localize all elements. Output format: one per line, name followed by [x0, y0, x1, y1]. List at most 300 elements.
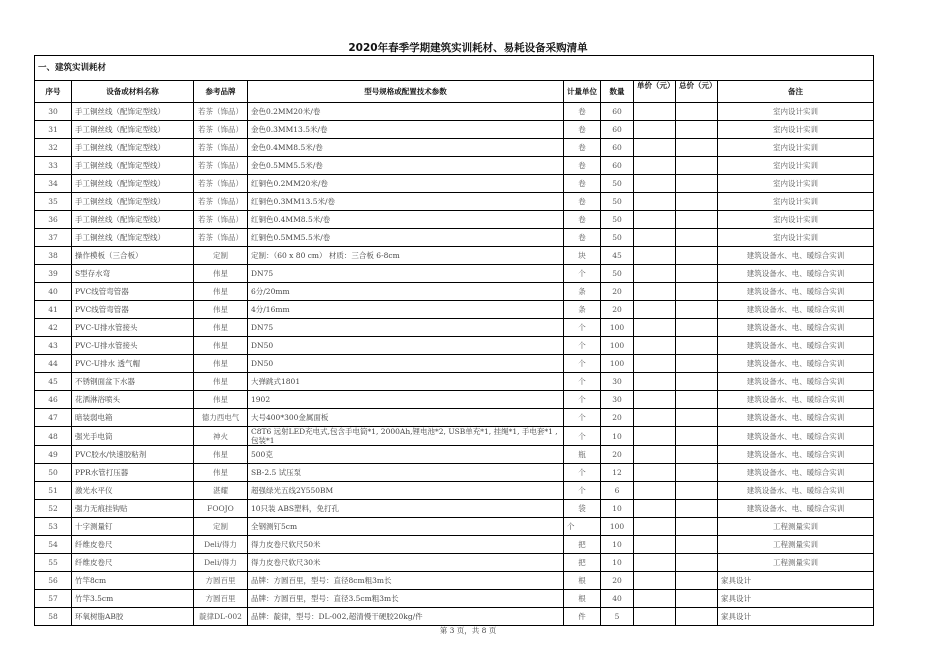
- cell-unit[interactable]: 卷: [564, 211, 601, 229]
- cell-brand[interactable]: 湛耀: [194, 482, 248, 500]
- cell-brand[interactable]: 伟星: [194, 464, 248, 482]
- table-row: [35, 193, 874, 211]
- cell-row-number[interactable]: 55: [35, 554, 72, 572]
- cell-quantity[interactable]: 20: [601, 301, 634, 319]
- table-row: [35, 373, 874, 391]
- cell-total-price[interactable]: [676, 211, 718, 229]
- cell-unit[interactable]: 条: [564, 301, 601, 319]
- table-row: [35, 157, 874, 175]
- cell-total-price[interactable]: [676, 121, 718, 139]
- cell-item-name[interactable]: 手工铜丝线（配饰定型线）: [72, 175, 194, 193]
- col-header-spec: 型号规格或配置技术参数: [248, 81, 564, 103]
- cell-spec[interactable]: 金色0.3MM13.5米/卷: [248, 121, 564, 139]
- cell-quantity[interactable]: 60: [601, 121, 634, 139]
- cell-brand[interactable]: 伟星: [194, 265, 248, 283]
- cell-brand[interactable]: 伟星: [194, 301, 248, 319]
- cell-item-name[interactable]: 手工铜丝线（配饰定型线）: [72, 121, 194, 139]
- cell-note[interactable]: 室内设计实训: [718, 157, 874, 175]
- table-row: [35, 446, 874, 464]
- cell-unit-price[interactable]: [634, 319, 676, 337]
- col-header-unit-price: 单价（元）: [634, 81, 676, 103]
- cell-note[interactable]: 建筑设备水、电、暖综合实训: [718, 446, 874, 464]
- cell-note[interactable]: 工程测量实训: [718, 518, 874, 536]
- cell-total-price[interactable]: [676, 409, 718, 427]
- cell-total-price[interactable]: [676, 265, 718, 283]
- table-row: [35, 554, 874, 572]
- cell-spec[interactable]: 大弹跳式1801: [248, 373, 564, 391]
- table-row: [35, 301, 874, 319]
- cell-row-number[interactable]: 41: [35, 301, 72, 319]
- cell-unit[interactable]: 卷: [564, 139, 601, 157]
- cell-brand[interactable]: Deli/得力: [194, 536, 248, 554]
- table-row: [35, 121, 874, 139]
- cell-item-name[interactable]: 花洒淋浴喷头: [72, 391, 194, 409]
- table-row: [35, 391, 874, 409]
- cell-brand[interactable]: 伟星: [194, 373, 248, 391]
- table-row: [35, 247, 874, 265]
- cell-spec[interactable]: 品牌：方圆百里，型号：直径3.5cm粗3m长: [248, 590, 564, 608]
- cell-brand[interactable]: 伟星: [194, 283, 248, 301]
- table-row: [35, 409, 874, 427]
- cell-unit-price[interactable]: [634, 247, 676, 265]
- table-row: [35, 608, 874, 626]
- cell-total-price[interactable]: [676, 139, 718, 157]
- cell-total-price[interactable]: [676, 337, 718, 355]
- cell-item-name[interactable]: 手工铜丝线（配饰定型线）: [72, 229, 194, 247]
- cell-total-price[interactable]: [676, 391, 718, 409]
- cell-row-number[interactable]: 58: [35, 608, 72, 626]
- cell-brand[interactable]: 神火: [194, 427, 248, 446]
- cell-unit[interactable]: 块: [564, 247, 601, 265]
- cell-spec[interactable]: 金色0.4MM8.5米/卷: [248, 139, 564, 157]
- cell-unit-price[interactable]: [634, 464, 676, 482]
- cell-unit-price[interactable]: [634, 229, 676, 247]
- cell-row-number[interactable]: 48: [35, 427, 72, 446]
- cell-quantity[interactable]: 50: [601, 265, 634, 283]
- cell-row-number[interactable]: 45: [35, 373, 72, 391]
- cell-row-number[interactable]: 39: [35, 265, 72, 283]
- cell-quantity[interactable]: 100: [601, 337, 634, 355]
- col-header-total-price: 总价（元）: [676, 81, 718, 103]
- cell-quantity[interactable]: 50: [601, 193, 634, 211]
- cell-row-number[interactable]: 33: [35, 157, 72, 175]
- cell-row-number[interactable]: 56: [35, 572, 72, 590]
- cell-brand[interactable]: 若茶（饰品）: [194, 139, 248, 157]
- cell-note[interactable]: 家具设计: [718, 572, 874, 590]
- cell-unit[interactable]: 个: [564, 391, 601, 409]
- table-row: [35, 590, 874, 608]
- cell-row-number[interactable]: 47: [35, 409, 72, 427]
- cell-spec[interactable]: 红铜色0.2MM20米/卷: [248, 175, 564, 193]
- cell-row-number[interactable]: 54: [35, 536, 72, 554]
- cell-unit[interactable]: 件: [564, 608, 601, 626]
- col-header-qty: 数量: [601, 81, 634, 103]
- cell-unit[interactable]: 卷: [564, 103, 601, 121]
- cell-total-price[interactable]: [676, 283, 718, 301]
- cell-brand[interactable]: 伟星: [194, 391, 248, 409]
- table-row: [35, 464, 874, 482]
- cell-row-number[interactable]: 34: [35, 175, 72, 193]
- cell-brand[interactable]: 定制: [194, 518, 248, 536]
- cell-spec[interactable]: 品牌：靛律，型号：DL-002,超清慢干硬胶20kg/件: [248, 608, 564, 626]
- cell-unit-price[interactable]: [634, 500, 676, 518]
- cell-item-name[interactable]: S型存水弯: [72, 265, 194, 283]
- cell-unit[interactable]: 个: [564, 337, 601, 355]
- cell-item-name[interactable]: 竹竿3.5cm: [72, 590, 194, 608]
- cell-item-name[interactable]: 纤维皮卷尺: [72, 554, 194, 572]
- cell-spec[interactable]: 金色0.5MM5.5米/卷: [248, 157, 564, 175]
- cell-item-name[interactable]: PVC线管弯管器: [72, 283, 194, 301]
- cell-unit-price[interactable]: [634, 355, 676, 373]
- cell-row-number[interactable]: 37: [35, 229, 72, 247]
- cell-note[interactable]: 建筑设备水、电、暖综合实训: [718, 337, 874, 355]
- cell-total-price[interactable]: [676, 229, 718, 247]
- cell-note[interactable]: 工程测量实训: [718, 554, 874, 572]
- cell-row-number[interactable]: 57: [35, 590, 72, 608]
- cell-unit[interactable]: 根: [564, 590, 601, 608]
- cell-item-name[interactable]: 环氧树脂AB胶: [72, 608, 194, 626]
- cell-quantity[interactable]: 50: [601, 211, 634, 229]
- cell-note[interactable]: 建筑设备水、电、暖综合实训: [718, 500, 874, 518]
- table-row: [35, 427, 874, 446]
- cell-unit-price[interactable]: [634, 283, 676, 301]
- cell-note[interactable]: 建筑设备水、电、暖综合实训: [718, 319, 874, 337]
- cell-unit-price[interactable]: [634, 121, 676, 139]
- section-label: 一、建筑实训耗材: [35, 56, 874, 81]
- cell-note[interactable]: 室内设计实训: [718, 229, 874, 247]
- cell-unit[interactable]: 卷: [564, 229, 601, 247]
- cell-quantity[interactable]: 6: [601, 482, 634, 500]
- cell-total-price[interactable]: [676, 193, 718, 211]
- cell-brand[interactable]: 伟星: [194, 355, 248, 373]
- cell-total-price[interactable]: [676, 536, 718, 554]
- cell-item-name[interactable]: 不锈钢面盆下水器: [72, 373, 194, 391]
- cell-row-number[interactable]: 46: [35, 391, 72, 409]
- cell-note[interactable]: 室内设计实训: [718, 193, 874, 211]
- cell-row-number[interactable]: 35: [35, 193, 72, 211]
- cell-brand[interactable]: 若茶（饰品）: [194, 229, 248, 247]
- cell-note[interactable]: 建筑设备水、电、暖综合实训: [718, 427, 874, 446]
- cell-spec[interactable]: 红铜色0.4MM8.5米/卷: [248, 211, 564, 229]
- cell-total-price[interactable]: [676, 355, 718, 373]
- cell-quantity[interactable]: 20: [601, 446, 634, 464]
- cell-item-name[interactable]: 十字测量钉: [72, 518, 194, 536]
- cell-row-number[interactable]: 53: [35, 518, 72, 536]
- cell-item-name[interactable]: PVC-U排水 透气帽: [72, 355, 194, 373]
- page-title: 2020年春季学期建筑实训耗材、易耗设备采购清单: [348, 42, 588, 54]
- cell-unit[interactable]: 袋: [564, 500, 601, 518]
- cell-quantity[interactable]: 50: [601, 229, 634, 247]
- cell-row-number[interactable]: 32: [35, 139, 72, 157]
- cell-row-number[interactable]: 36: [35, 211, 72, 229]
- cell-item-name[interactable]: 手工铜丝线（配饰定型线）: [72, 157, 194, 175]
- cell-unit[interactable]: 个: [564, 409, 601, 427]
- cell-item-name[interactable]: PVC线管弯管器: [72, 301, 194, 319]
- cell-note[interactable]: 室内设计实训: [718, 103, 874, 121]
- cell-note[interactable]: 建筑设备水、电、暖综合实训: [718, 464, 874, 482]
- cell-total-price[interactable]: [676, 247, 718, 265]
- cell-spec[interactable]: C8T6 远射LED充电式,包含手电筒*1, 2000Ah,锂电池*2, USB单充*1, 挂绳*1, 手电套*1 , 包装*1: [248, 427, 564, 446]
- cell-brand[interactable]: 伟星: [194, 319, 248, 337]
- cell-unit-price[interactable]: [634, 391, 676, 409]
- cell-brand[interactable]: 若茶（饰品）: [194, 103, 248, 121]
- cell-unit-price[interactable]: [634, 211, 676, 229]
- cell-unit-price[interactable]: [634, 536, 676, 554]
- cell-unit[interactable]: 个: [564, 265, 601, 283]
- cell-brand[interactable]: 伟星: [194, 446, 248, 464]
- cell-brand[interactable]: 靛律DL-002: [194, 608, 248, 626]
- cell-item-name[interactable]: 手工铜丝线（配饰定型线）: [72, 193, 194, 211]
- cell-brand[interactable]: 若茶（饰品）: [194, 211, 248, 229]
- cell-note[interactable]: 室内设计实训: [718, 175, 874, 193]
- cell-note[interactable]: 建筑设备水、电、暖综合实训: [718, 391, 874, 409]
- cell-note[interactable]: 室内设计实训: [718, 139, 874, 157]
- cell-unit[interactable]: 条: [564, 283, 601, 301]
- cell-spec[interactable]: 红铜色0.5MM5.5米/卷: [248, 229, 564, 247]
- cell-spec[interactable]: 红铜色0.3MM13.5米/卷: [248, 193, 564, 211]
- cell-note[interactable]: 建筑设备水、电、暖综合实训: [718, 373, 874, 391]
- cell-quantity[interactable]: 30: [601, 373, 634, 391]
- cell-unit-price[interactable]: [634, 554, 676, 572]
- cell-quantity[interactable]: 45: [601, 247, 634, 265]
- cell-row-number[interactable]: 50: [35, 464, 72, 482]
- cell-row-number[interactable]: 52: [35, 500, 72, 518]
- cell-quantity[interactable]: 60: [601, 139, 634, 157]
- cell-unit[interactable]: 个: [564, 482, 601, 500]
- cell-unit[interactable]: 把: [564, 554, 601, 572]
- cell-quantity[interactable]: 100: [601, 355, 634, 373]
- cell-unit-price[interactable]: [634, 193, 676, 211]
- cell-quantity[interactable]: 20: [601, 572, 634, 590]
- table-row: [35, 229, 874, 247]
- cell-note[interactable]: 室内设计实训: [718, 121, 874, 139]
- table-row: [35, 355, 874, 373]
- cell-quantity[interactable]: 10: [601, 427, 634, 446]
- cell-total-price[interactable]: [676, 608, 718, 626]
- cell-brand[interactable]: 若茶（饰品）: [194, 175, 248, 193]
- cell-total-price[interactable]: [676, 572, 718, 590]
- cell-brand[interactable]: 若茶（饰品）: [194, 121, 248, 139]
- cell-note[interactable]: 建筑设备水、电、暖综合实训: [718, 482, 874, 500]
- table-row: [35, 139, 874, 157]
- cell-quantity[interactable]: 60: [601, 157, 634, 175]
- cell-total-price[interactable]: [676, 464, 718, 482]
- cell-unit[interactable]: 卷: [564, 121, 601, 139]
- cell-total-price[interactable]: [676, 427, 718, 446]
- cell-unit-price[interactable]: [634, 265, 676, 283]
- cell-unit-price[interactable]: [634, 482, 676, 500]
- cell-spec[interactable]: 全钢测钉5cm: [248, 518, 564, 536]
- cell-unit[interactable]: 个: [564, 518, 601, 536]
- cell-total-price[interactable]: [676, 590, 718, 608]
- cell-item-name[interactable]: PVC-U排水管接头: [72, 319, 194, 337]
- cell-total-price[interactable]: [676, 446, 718, 464]
- cell-spec[interactable]: DN50: [248, 337, 564, 355]
- cell-unit[interactable]: 根: [564, 572, 601, 590]
- cell-unit[interactable]: 卷: [564, 175, 601, 193]
- cell-quantity[interactable]: 10: [601, 536, 634, 554]
- cell-spec[interactable]: 10只装 ABS塑料，免打孔: [248, 500, 564, 518]
- cell-unit-price[interactable]: [634, 301, 676, 319]
- cell-note[interactable]: 建筑设备水、电、暖综合实训: [718, 301, 874, 319]
- cell-spec[interactable]: 得力皮卷尺软尺30米: [248, 554, 564, 572]
- cell-note[interactable]: 建筑设备水、电、暖综合实训: [718, 283, 874, 301]
- cell-row-number[interactable]: 31: [35, 121, 72, 139]
- cell-unit-price[interactable]: [634, 157, 676, 175]
- cell-note[interactable]: 家具设计: [718, 608, 874, 626]
- table-row: [35, 103, 874, 121]
- cell-item-name[interactable]: 激光水平仪: [72, 482, 194, 500]
- cell-item-name[interactable]: PVC-U排水管接头: [72, 337, 194, 355]
- cell-unit-price[interactable]: [634, 446, 676, 464]
- cell-item-name[interactable]: 竹竿8cm: [72, 572, 194, 590]
- cell-unit-price[interactable]: [634, 175, 676, 193]
- procurement-table: [34, 55, 874, 626]
- cell-spec[interactable]: 超强绿光五线2Y550BM: [248, 482, 564, 500]
- cell-row-number[interactable]: 38: [35, 247, 72, 265]
- cell-unit[interactable]: 卷: [564, 193, 601, 211]
- cell-row-number[interactable]: 42: [35, 319, 72, 337]
- cell-row-number[interactable]: 51: [35, 482, 72, 500]
- cell-brand[interactable]: Deli/得力: [194, 554, 248, 572]
- col-header-note: 备注: [718, 81, 874, 103]
- cell-total-price[interactable]: [676, 301, 718, 319]
- cell-unit[interactable]: 个: [564, 373, 601, 391]
- cell-spec[interactable]: 品牌：方圆百里，型号：直径8cm粗3m长: [248, 572, 564, 590]
- cell-total-price[interactable]: [676, 103, 718, 121]
- cell-quantity[interactable]: 10: [601, 500, 634, 518]
- cell-spec[interactable]: 1902: [248, 391, 564, 409]
- cell-brand[interactable]: 伟星: [194, 337, 248, 355]
- cell-note[interactable]: 家具设计: [718, 590, 874, 608]
- cell-quantity[interactable]: 30: [601, 391, 634, 409]
- cell-item-name[interactable]: 手工铜丝线（配饰定型线）: [72, 103, 194, 121]
- cell-spec[interactable]: SB-2.5 试压泵: [248, 464, 564, 482]
- cell-unit[interactable]: 把: [564, 536, 601, 554]
- cell-note[interactable]: 建筑设备水、电、暖综合实训: [718, 409, 874, 427]
- cell-quantity[interactable]: 100: [601, 319, 634, 337]
- cell-unit-price[interactable]: [634, 518, 676, 536]
- cell-total-price[interactable]: [676, 554, 718, 572]
- cell-total-price[interactable]: [676, 157, 718, 175]
- cell-quantity[interactable]: 5: [601, 608, 634, 626]
- cell-item-name[interactable]: PVC胶水/快速胶粘剂: [72, 446, 194, 464]
- cell-note[interactable]: 工程测量实训: [718, 536, 874, 554]
- cell-total-price[interactable]: [676, 482, 718, 500]
- cell-total-price[interactable]: [676, 500, 718, 518]
- cell-total-price[interactable]: [676, 518, 718, 536]
- cell-brand[interactable]: 德力西电气: [194, 409, 248, 427]
- cell-spec[interactable]: 6分/20mm: [248, 283, 564, 301]
- cell-unit-price[interactable]: [634, 139, 676, 157]
- table-row: [35, 482, 874, 500]
- cell-total-price[interactable]: [676, 319, 718, 337]
- table-row: [35, 283, 874, 301]
- cell-note[interactable]: 建筑设备水、电、暖综合实训: [718, 355, 874, 373]
- cell-item-name[interactable]: 暗装弱电箱: [72, 409, 194, 427]
- cell-spec[interactable]: 500克: [248, 446, 564, 464]
- cell-unit-price[interactable]: [634, 373, 676, 391]
- table-row: [35, 572, 874, 590]
- cell-note[interactable]: 室内设计实训: [718, 211, 874, 229]
- table-row: [35, 536, 874, 554]
- cell-brand[interactable]: 若茶（饰品）: [194, 157, 248, 175]
- cell-quantity[interactable]: 20: [601, 409, 634, 427]
- cell-quantity[interactable]: 10: [601, 554, 634, 572]
- cell-unit[interactable]: 卷: [564, 157, 601, 175]
- cell-unit[interactable]: 瓶: [564, 446, 601, 464]
- cell-unit-price[interactable]: [634, 103, 676, 121]
- cell-unit[interactable]: 个: [564, 319, 601, 337]
- cell-unit[interactable]: 个: [564, 427, 601, 446]
- cell-note[interactable]: 建筑设备水、电、暖综合实训: [718, 265, 874, 283]
- cell-total-price[interactable]: [676, 175, 718, 193]
- table-row: [35, 319, 874, 337]
- cell-item-name[interactable]: 手工铜丝线（配饰定型线）: [72, 139, 194, 157]
- cell-brand[interactable]: 定制: [194, 247, 248, 265]
- cell-spec[interactable]: DN75: [248, 265, 564, 283]
- cell-spec[interactable]: 得力皮卷尺软尺50米: [248, 536, 564, 554]
- cell-row-number[interactable]: 30: [35, 103, 72, 121]
- page-footer: 第 3 页，共 8 页: [439, 626, 497, 635]
- cell-item-name[interactable]: PPR水管打压器: [72, 464, 194, 482]
- cell-quantity[interactable]: 60: [601, 103, 634, 121]
- cell-item-name[interactable]: 强力无痕挂钩贴: [72, 500, 194, 518]
- cell-unit[interactable]: 个: [564, 464, 601, 482]
- cell-spec[interactable]: DN75: [248, 319, 564, 337]
- cell-brand[interactable]: 方圆百里: [194, 590, 248, 608]
- cell-quantity[interactable]: 40: [601, 590, 634, 608]
- header-row: [35, 81, 874, 103]
- cell-note[interactable]: 建筑设备水、电、暖综合实训: [718, 247, 874, 265]
- cell-unit[interactable]: 个: [564, 355, 601, 373]
- table-row: [35, 518, 874, 536]
- cell-unit-price[interactable]: [634, 409, 676, 427]
- cell-quantity[interactable]: 50: [601, 175, 634, 193]
- cell-unit-price[interactable]: [634, 590, 676, 608]
- cell-unit-price[interactable]: [634, 427, 676, 446]
- cell-item-name[interactable]: 操作模板（三合板）: [72, 247, 194, 265]
- col-header-no: 序号: [35, 81, 72, 103]
- cell-spec[interactable]: 大号400*300金属面板: [248, 409, 564, 427]
- cell-row-number[interactable]: 40: [35, 283, 72, 301]
- cell-brand[interactable]: 方圆百里: [194, 572, 248, 590]
- cell-total-price[interactable]: [676, 373, 718, 391]
- cell-spec[interactable]: DN50: [248, 355, 564, 373]
- cell-item-name[interactable]: 强光手电筒: [72, 427, 194, 446]
- col-header-unit: 计量单位: [564, 81, 601, 103]
- table-row: [35, 175, 874, 193]
- table-row: [35, 211, 874, 229]
- cell-quantity[interactable]: 20: [601, 283, 634, 301]
- cell-row-number[interactable]: 43: [35, 337, 72, 355]
- cell-item-name[interactable]: 纤维皮卷尺: [72, 536, 194, 554]
- cell-spec[interactable]: 金色0.2MM20米/卷: [248, 103, 564, 121]
- cell-unit-price[interactable]: [634, 572, 676, 590]
- cell-unit-price[interactable]: [634, 337, 676, 355]
- cell-row-number[interactable]: 44: [35, 355, 72, 373]
- cell-spec[interactable]: 4分/16mm: [248, 301, 564, 319]
- cell-quantity[interactable]: 100: [601, 518, 634, 536]
- cell-spec[interactable]: 定制：（60 x 80 cm） 材质：三合板 6-8cm: [248, 247, 564, 265]
- cell-quantity[interactable]: 12: [601, 464, 634, 482]
- cell-item-name[interactable]: 手工铜丝线（配饰定型线）: [72, 211, 194, 229]
- cell-brand[interactable]: FOOJO: [194, 500, 248, 518]
- cell-row-number[interactable]: 49: [35, 446, 72, 464]
- cell-brand[interactable]: 若茶（饰品）: [194, 193, 248, 211]
- cell-unit-price[interactable]: [634, 608, 676, 626]
- col-header-name: 设备或材料名称: [72, 81, 194, 103]
